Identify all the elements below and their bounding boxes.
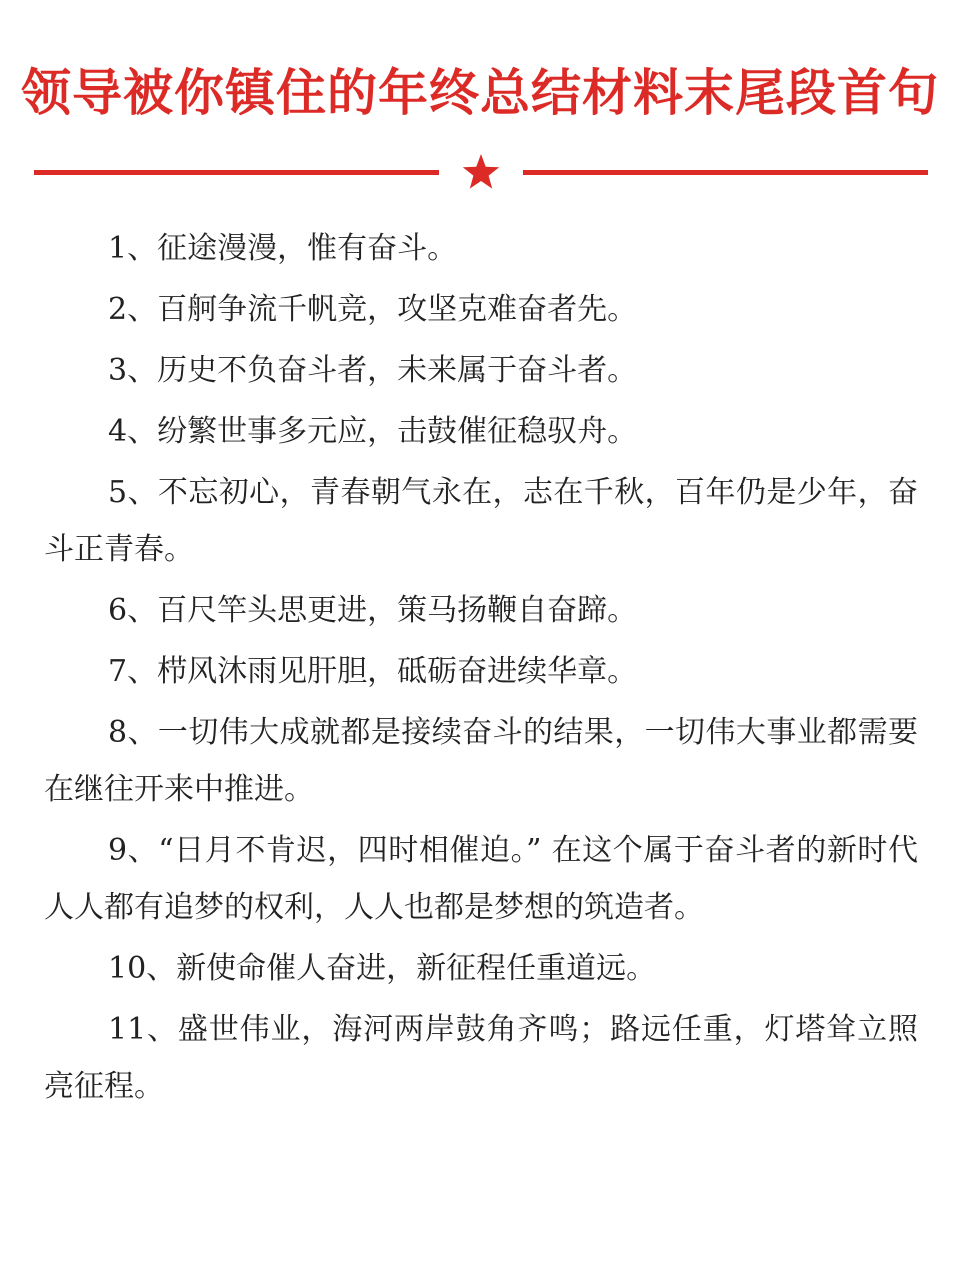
title-divider xyxy=(34,160,928,190)
quote-list xyxy=(44,220,918,1119)
list-item: 2、百舸争流千帆竞，攻坚克难奋者先。 xyxy=(108,292,638,327)
list-item: 9、“日月不肯迟，四时相催迫。” 在这个属于奋斗者的新时代人人都有追梦的权利，人人也都是梦想的筑造者。 xyxy=(44,833,918,925)
divider-line-left xyxy=(34,170,439,175)
list-item: 7、栉风沐雨见肝胆，砥砺奋进续华章。 xyxy=(108,654,638,689)
list-item: 11、盛世伟业，海河两岸鼓角齐鸣；路远任重，灯塔耸立照亮征程。 xyxy=(44,1012,918,1104)
divider-line-right xyxy=(523,170,928,175)
list-item: 3、历史不负奋斗者，未来属于奋斗者。 xyxy=(108,353,638,388)
page-title: 领导被你镇住的年终总结材料末尾段首句 xyxy=(21,64,939,122)
list-item: 8、一切伟大成就都是接续奋斗的结果，一切伟大事业都需要在继往开来中推进。 xyxy=(44,715,918,807)
list-item: 1、征途漫漫，惟有奋斗。 xyxy=(108,231,458,266)
list-item: 4、纷繁世事多元应，击鼓催征稳驭舟。 xyxy=(108,414,638,449)
list-item: 6、百尺竿头思更进，策马扬鞭自奋蹄。 xyxy=(108,593,638,628)
star-icon xyxy=(461,152,501,192)
list-item: 5、不忘初心，青春朝气永在，志在千秋，百年仍是少年，奋斗正青春。 xyxy=(44,475,918,567)
list-item: 10、新使命催人奋进，新征程任重道远。 xyxy=(108,951,657,986)
